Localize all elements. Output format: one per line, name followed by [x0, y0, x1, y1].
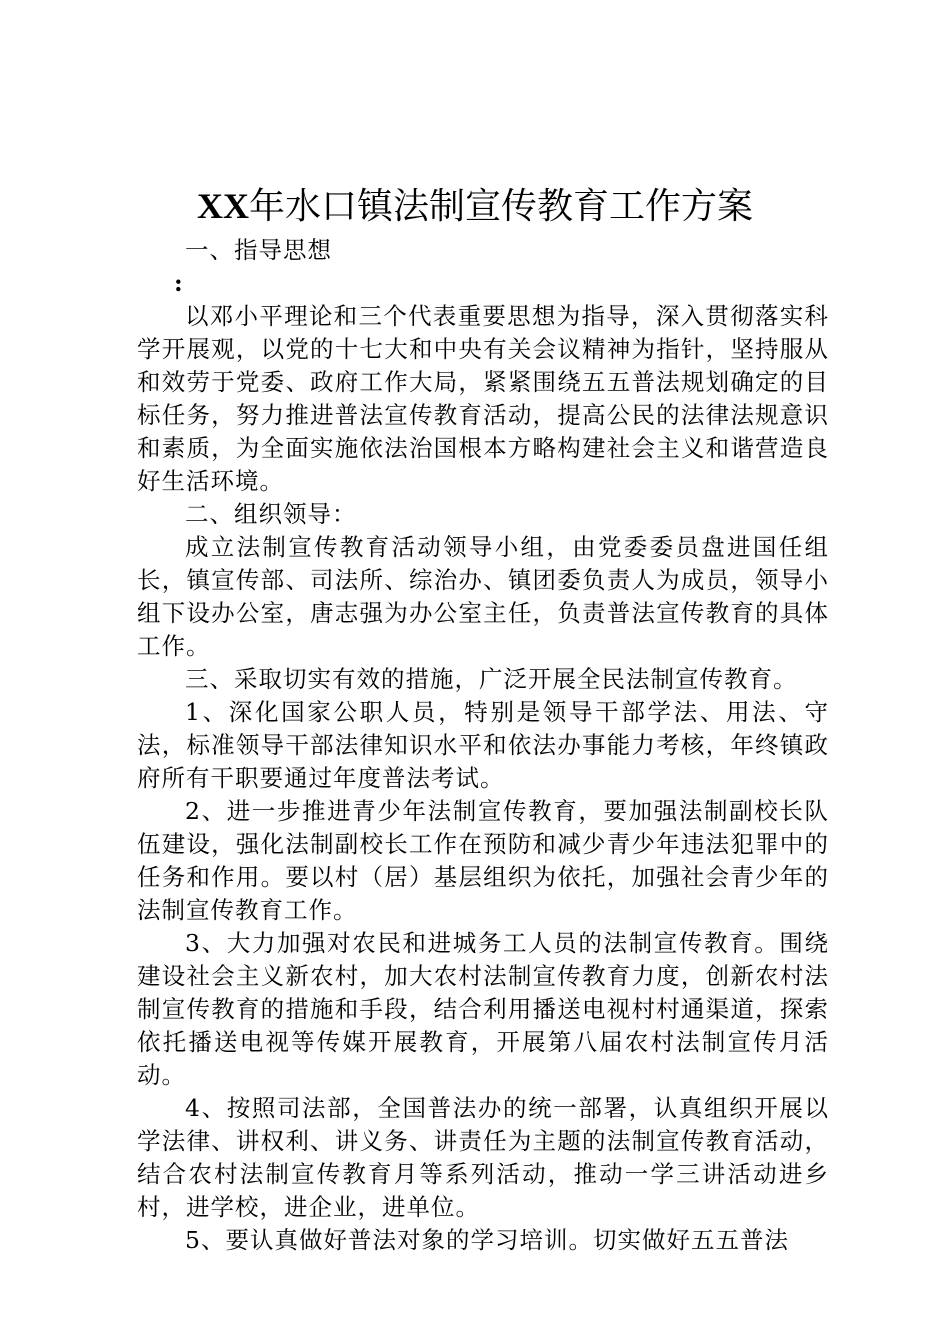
paragraph-measure-1: 1、深化国家公职人员，特别是领导干部学法、用法、守法，标准领导干部法律知识水平和依法办事能力考核，年终镇政府所有干职要通过年度普法考试。 — [137, 698, 829, 792]
page-title — [0, 182, 950, 231]
document-body — [137, 234, 829, 1257]
paragraph-guiding-thought: 以邓小平理论和三个代表重要思想为指导，深入贯彻落实科学开展观，以党的十七大和中央有关会议精神为指针，坚持服从和效劳于党委、政府工作大局，紧紧围绕五五普法规划确定的目标任务，努力推进普法宣传教育活动，提高公民的法律法规意识和素质，为全面实施依法治国根本方略构建社会主义和谐营造良好生活环境。 — [137, 302, 829, 495]
paragraph-measure-3: 3、大力加强对农民和进城务工人员的法制宣传教育。围绕建设社会主义新农村，加大农村法制宣传教育力度，创新农村法制宣传教育的措施和手段，结合利用播送电视村村通渠道，探索依托播送电视等传媒开展教育，开展第八届农村法制宣传月活动。 — [137, 929, 829, 1089]
paragraph-organization: 成立法制宣传教育活动领导小组，由党委委员盘进国任组长，镇宣传部、司法所、综治办、镇团委负责人为成员，领导小组下设办公室，唐志强为办公室主任，负责普法宣传教育的具体工作。 — [137, 533, 829, 660]
title-text: 年水口镇法制宣传教育工作方案 — [248, 186, 753, 227]
paragraph-measure-5: 5、要认真做好普法对象的学习培训。切实做好五五普法 — [185, 1226, 789, 1254]
title-prefix: XX — [196, 186, 249, 226]
section-heading-guiding-thought: 一、指导思想 — [185, 236, 332, 264]
paragraph-measure-2: 2、进一步推进青少年法制宣传教育，要加强法制副校长队伍建设，强化法制副校长工作在预防和减少青少年违法犯罪中的任务和作用。要以村（居）基层组织为依托，加强社会青少年的法制宣传教育工作。 — [137, 797, 829, 924]
paragraph-measure-4: 4、按照司法部，全国普法办的统一部署，认真组织开展以学法律、讲权利、讲义务、讲责任为主题的法制宣传教育活动，结合农村法制宣传教育月等系列活动，推动一学三讲活动进乡村，进学校，进企业，进单位。 — [137, 1094, 829, 1221]
section-heading-measures: 三、采取切实有效的措施，广泛开展全民法制宣传教育。 — [185, 665, 798, 693]
section-heading-organization: 二、组织领导： — [185, 500, 357, 528]
colon-mark: : — [174, 269, 184, 297]
